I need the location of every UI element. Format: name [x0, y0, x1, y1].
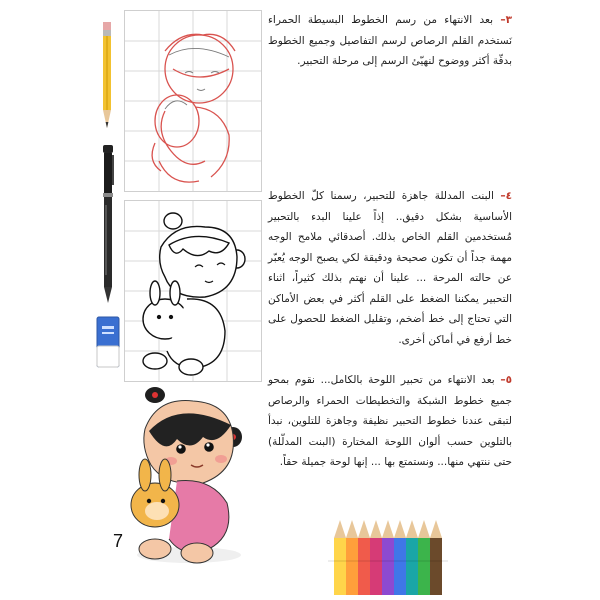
colored-girl-illustration — [125, 385, 255, 565]
sketch-panel-red — [124, 10, 262, 192]
pencil-icon — [97, 22, 117, 130]
ink-pen-icon — [99, 145, 117, 305]
colored-pencils-icon — [328, 520, 448, 595]
eraser-icon — [96, 316, 120, 368]
paragraph-text: بعد الانتهاء من رسم الخطوط البسيطة الحمراء نَستخدم القلم الرصاص لرسم التفاصيل وجميع الخطوط بدقّة أكثر ووضوح لنهيّئ الرسم إلى مرحلة التحبير. — [268, 14, 512, 67]
page-number: 7 — [113, 531, 124, 551]
inked-panel — [124, 200, 262, 382]
paragraph-text: البنت المدللة جاهزة للتحبير، رسمنا كلّ الخطوط الأساسية بشكل دقيق.. إذاً علينا البدء بالتحبير مُستخدمين القلم الخاص بذلك. أصدقائي ملامح الوجه مهمة جداً أن تكون صحيحة ودقيقة لكي يصبح الوجه يُعبّر عن حالته المرحة ... علينا أن نهتم بذلك كثيراً، اثناء التحبير يمكننا الضغط على القلم أكثر في بعض الأماكن التي تحتاج إلى خط أضخم، وتقليل الضغط للحصول على خط أرفع في أماكن أخرى. — [268, 190, 512, 346]
paragraph-step-5 — [268, 370, 512, 473]
paragraph-step-4 — [268, 186, 512, 350]
step-number: ٤– — [500, 190, 512, 202]
paragraph-text: بعد الانتهاء من تحبير اللوحة بالكامل... نقوم بمحو جميع خطوط الشبكة والتخطيطات الحمراء والرصاص لتبقى عندنا خطوط التحبير نظيفة وجاهزة للتلوين، نبدأ بالتلوين حسب ألوان اللوحة المختارة (البنت المدلّلة) حتى ننتهي منها... ونستمتع بها ... إنها لوحة جميلة حقاً. — [268, 374, 512, 468]
paragraph-step-3 — [268, 10, 512, 72]
step-number: ٥– — [500, 374, 512, 386]
step-number: ٣– — [500, 14, 512, 26]
